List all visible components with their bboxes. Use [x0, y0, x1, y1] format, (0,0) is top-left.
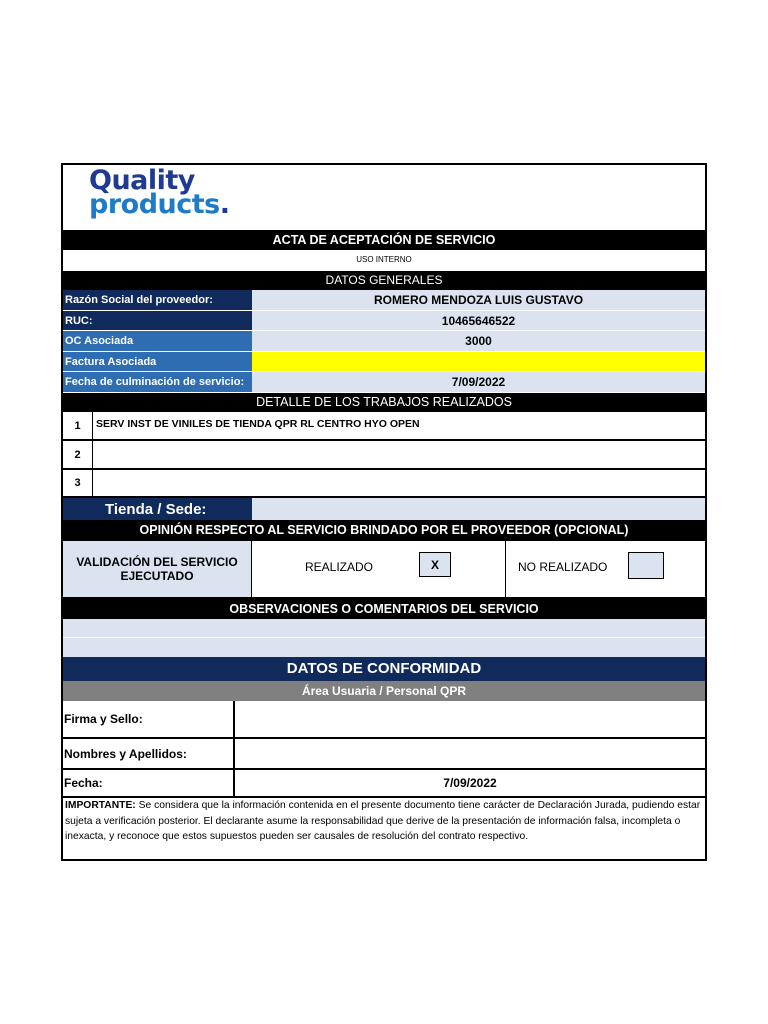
field-value[interactable] — [252, 352, 705, 372]
form-subtitle: USO INTERNO — [356, 255, 412, 264]
firma-value[interactable] — [235, 701, 705, 737]
field-value[interactable]: 10465646522 — [252, 311, 705, 331]
field-label: Fecha de culminación de servicio: — [63, 372, 252, 393]
field-factura — [63, 352, 705, 372]
field-fecha-culminacion — [63, 372, 705, 393]
store-label: Tienda / Sede: — [63, 498, 252, 520]
acceptance-form — [61, 163, 707, 861]
observation-line[interactable] — [63, 619, 705, 638]
work-item-number: 1 — [63, 412, 93, 439]
realizado-label: REALIZADO — [305, 560, 374, 574]
work-item — [63, 441, 705, 470]
logo-line2 — [89, 189, 230, 220]
validation-label: VALIDACIÓN DEL SERVICIO EJECUTADO — [63, 541, 252, 597]
field-value[interactable]: ROMERO MENDOZA LUIS GUSTAVO — [252, 290, 705, 311]
observations-section-title: OBSERVACIONES O COMENTARIOS DEL SERVICIO — [63, 599, 705, 619]
work-item — [63, 412, 705, 441]
realizado-cell — [252, 541, 506, 597]
firma-label: Firma y Sello: — [63, 701, 235, 737]
field-oc — [63, 331, 705, 352]
field-razon-social — [63, 290, 705, 311]
work-item-description[interactable] — [93, 441, 705, 468]
field-label: OC Asociada — [63, 331, 252, 352]
logo-line1: Quality — [89, 165, 195, 196]
field-label: Factura Asociada — [63, 352, 252, 372]
store-value[interactable] — [252, 498, 705, 520]
nombres-value[interactable] — [235, 739, 705, 768]
logo-area — [63, 165, 705, 230]
fecha-label: Fecha: — [63, 770, 235, 796]
logo-line2-text: products — [89, 189, 220, 220]
no-realizado-cell — [506, 541, 705, 597]
logo-dot: . — [219, 189, 230, 220]
conformity-title: DATOS DE CONFORMIDAD — [63, 657, 705, 681]
conformity-subtitle: Área Usuaria / Personal QPR — [63, 681, 705, 701]
nombres-row — [63, 739, 705, 770]
quality-products-logo — [89, 165, 230, 220]
work-item — [63, 470, 705, 498]
opinion-section-title: OPINIÓN RESPECTO AL SERVICIO BRINDADO POR EL PROVEEDOR (OPCIONAL) — [63, 520, 705, 541]
work-item-number: 3 — [63, 470, 93, 496]
field-value[interactable]: 7/09/2022 — [252, 372, 705, 393]
firma-row — [63, 701, 705, 739]
field-ruc — [63, 311, 705, 331]
field-value[interactable]: 3000 — [252, 331, 705, 352]
observation-line[interactable] — [63, 638, 705, 657]
important-label: IMPORTANTE: — [65, 800, 136, 811]
fecha-value[interactable]: 7/09/2022 — [443, 776, 497, 790]
nombres-label: Nombres y Apellidos: — [63, 739, 235, 768]
work-item-description[interactable]: SERV INST DE VINILES DE TIENDA QPR RL CENTRO HYO OPEN — [96, 418, 420, 430]
store-row — [63, 498, 705, 520]
general-section-title: DATOS GENERALES — [63, 271, 705, 290]
form-title: ACTA DE ACEPTACIÓN DE SERVICIO — [63, 230, 705, 250]
work-item-number: 2 — [63, 441, 93, 468]
field-label: RUC: — [63, 311, 252, 331]
field-label: Razón Social del proveedor: — [63, 290, 252, 311]
fecha-row — [63, 770, 705, 798]
validation-row — [63, 541, 705, 599]
no-realizado-label: NO REALIZADO — [518, 560, 608, 574]
important-text: Se considera que la información contenida en el presente documento tiene carácter de Declaración Jurada, pudiendo estar sujeta a verificación posterior. El declarante asume la responsabilidad que derive de la presentación de información falsa, incompleta o inexacta, y reconoce que estos supuestos pueden ser causales de resolución del contrato respectivo. — [65, 800, 701, 842]
work-item-description[interactable] — [93, 470, 705, 496]
important-note — [63, 798, 705, 859]
realizado-checkbox[interactable]: X — [419, 552, 451, 577]
no-realizado-checkbox[interactable] — [628, 552, 664, 579]
works-section-title: DETALLE DE LOS TRABAJOS REALIZADOS — [63, 393, 705, 412]
